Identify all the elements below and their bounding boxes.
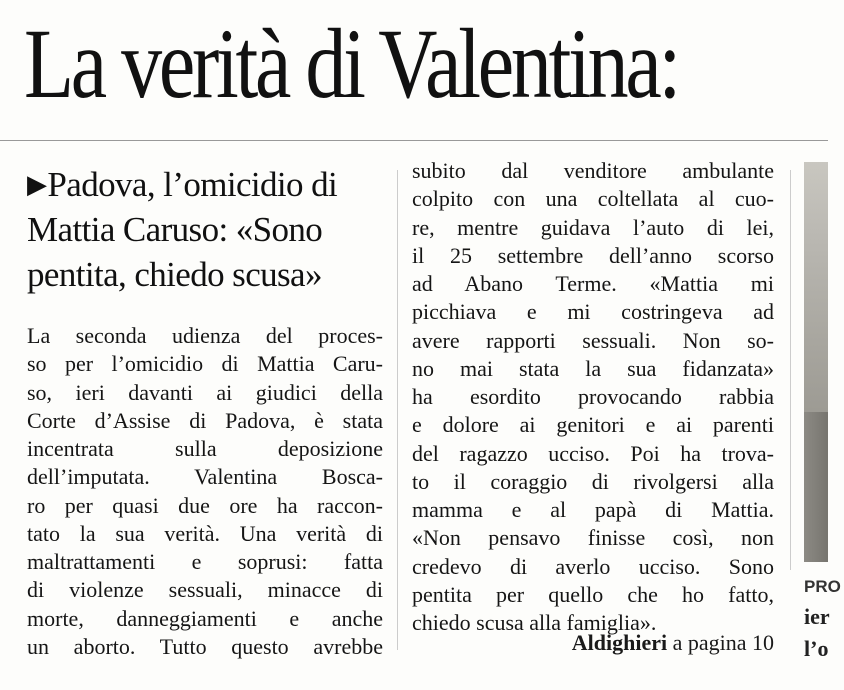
headline: La verità di Valentina: (24, 8, 678, 119)
text-line: ro per quasi due ore ha raccon- (27, 492, 383, 518)
text-line: so per l’omicidio di Mattia Caru- (27, 351, 383, 377)
subheadline (27, 162, 397, 297)
article-column-1 (27, 322, 383, 661)
text-line: il 25 settembre dell’anno scorso (412, 242, 774, 268)
text-line: dell’imputata. Valentina Bosca- (27, 464, 383, 490)
caption-label: PRO (804, 577, 841, 596)
text-line: credevo di averlo ucciso. Sono (412, 553, 774, 579)
article-photo (804, 162, 828, 562)
text-line: tato la sua verità. Una verità di (27, 520, 383, 546)
text-line: un aborto. Tutto questo avrebbe (27, 633, 383, 659)
caption-line: l’o (804, 636, 829, 661)
text-line: to il coraggio di rivolgersi alla (412, 468, 774, 494)
text-line: so, ieri davanti ai giudici della (27, 379, 383, 405)
text-line: colpito con una coltellata al cuo- (412, 186, 774, 212)
text-line: subito dal venditore ambulante (412, 158, 774, 183)
article-column-2 (412, 157, 774, 637)
page-reference: a pagina 10 (672, 630, 774, 655)
subhead-line: Mattia Caruso: «Sono (27, 210, 323, 249)
author-name: Aldighieri (571, 630, 668, 655)
text-line: di violenze sessuali, minacce di (27, 577, 383, 603)
text-line: picchiava e mi costringeva ad (412, 299, 774, 325)
text-line: Corte d’Assise di Padova, è stata (27, 407, 383, 433)
text-line: del ragazzo ucciso. Poi ha trova- (412, 440, 774, 466)
caption-line: ier (804, 604, 830, 629)
text-line: re, mentre guidava l’auto di lei, (412, 214, 774, 240)
headline-rule (0, 140, 828, 141)
text-line: ha esordito provocando rabbia (412, 384, 774, 409)
text-line: e dolore ai genitori e ai parenti (412, 412, 774, 438)
text-line: morte, danneggiamenti e anche (27, 605, 383, 631)
subhead-line: Padova, l’omicidio di (47, 165, 338, 204)
triangle-bullet-icon: ▶ (27, 170, 47, 199)
photo-caption (804, 572, 844, 666)
text-line: ad Abano Terme. «Mattia mi (412, 271, 774, 296)
text-line: mamma e al papà di Mattia. (412, 497, 774, 522)
column-divider-right (790, 170, 791, 570)
text-line: avere rapporti sessuali. Non so- (412, 327, 774, 353)
text-line: incentrata sulla deposizione (27, 436, 383, 461)
text-line: chiedo scusa alla famiglia». (412, 610, 657, 635)
text-line: La seconda udienza del proces- (27, 323, 383, 348)
text-line: no mai stata la sua fidanzata» (412, 355, 774, 381)
text-line: «Non pensavo finisse così, non (412, 525, 774, 551)
text-line: maltrattamenti e soprusi: fatta (27, 549, 383, 574)
subhead-line: pentita, chiedo scusa» (27, 255, 322, 294)
column-divider (397, 170, 398, 650)
article-reference (412, 628, 774, 658)
text-line: pentita per quello che ho fatto, (412, 581, 774, 607)
